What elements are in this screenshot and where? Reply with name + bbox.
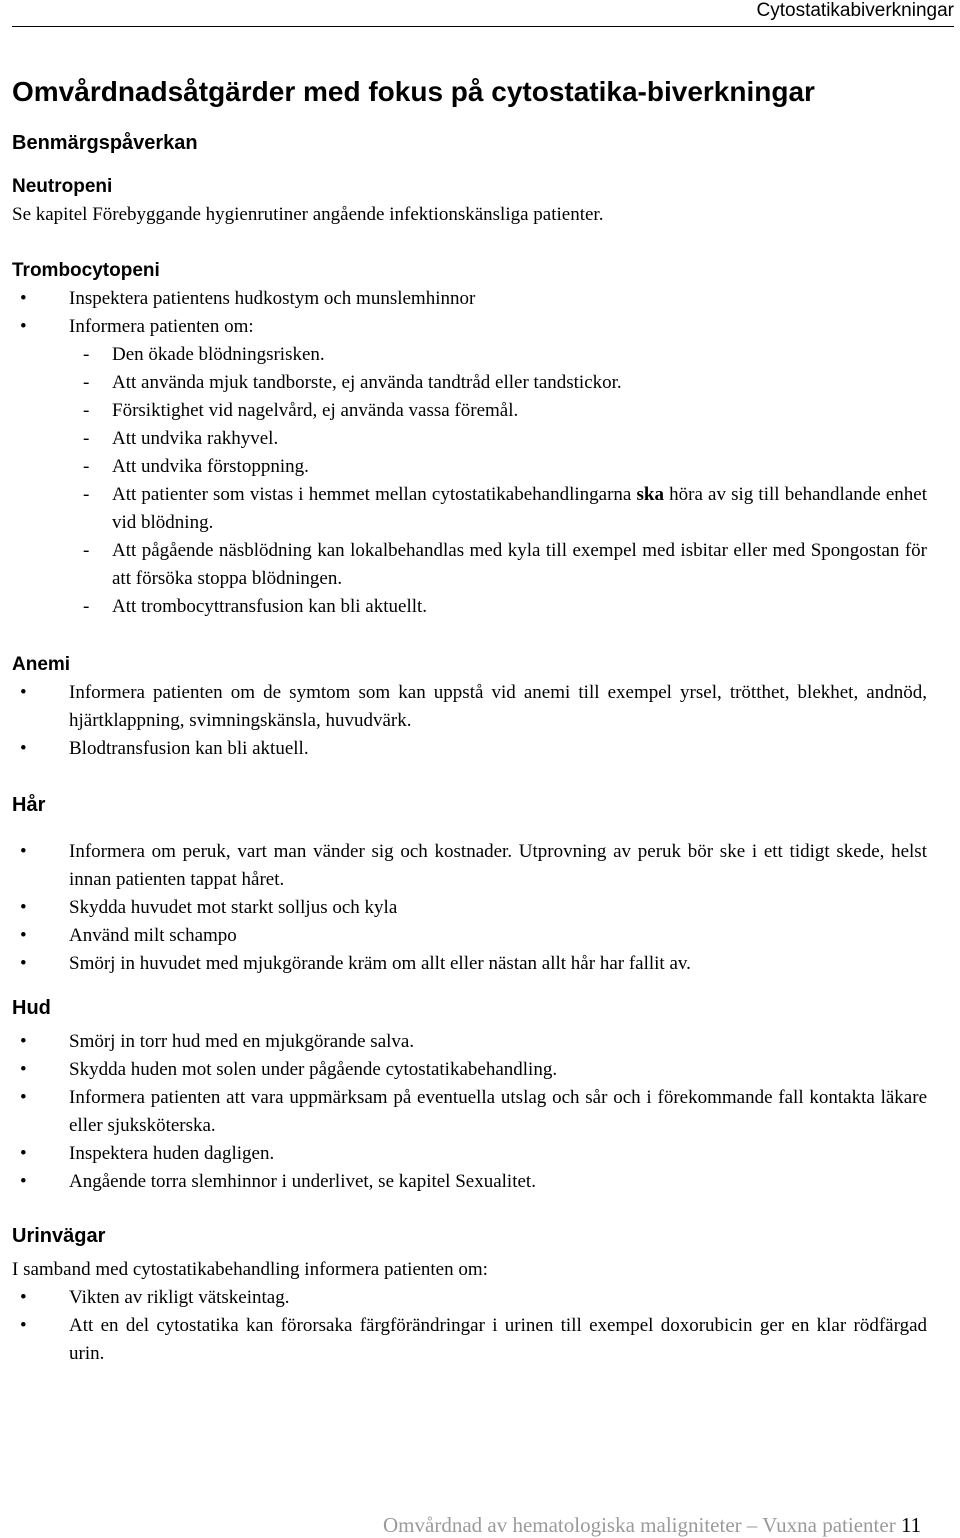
bullet-icon: • bbox=[20, 316, 27, 337]
heading-benmargspaverkan: Benmärgspåverkan bbox=[12, 132, 198, 154]
trombocytopeni-sublist bbox=[12, 341, 927, 621]
anemi-list bbox=[12, 679, 927, 763]
list-item-text: Att en del cytostatika kan förorsaka färgförändringar i urinen till exempel doxorubicin ger en klar rödfärgad urin. bbox=[69, 1315, 927, 1364]
list-item-text: Skydda huvudet mot starkt solljus och kyla bbox=[69, 897, 398, 918]
list-item-text: Använd milt schampo bbox=[69, 925, 237, 946]
dash-icon: - bbox=[83, 428, 90, 449]
header-rule bbox=[12, 26, 954, 27]
sub-list-item-text: Att undvika rakhyvel. bbox=[112, 428, 279, 449]
list-item bbox=[12, 950, 927, 978]
bullet-icon: • bbox=[20, 1031, 27, 1052]
bullet-icon: • bbox=[20, 897, 27, 918]
sub-list-item-text: Att använda mjuk tandborste, ej använda tandtråd eller tandstickor. bbox=[112, 372, 622, 393]
list-item-text: Informera patienten att vara uppmärksam på eventuella utslag och sår och i förekommande fall kontakta läkare eller sjuksköterska. bbox=[69, 1087, 927, 1136]
trombocytopeni-list bbox=[12, 285, 927, 341]
list-item-text: Vikten av rikligt vätskeintag. bbox=[69, 1287, 290, 1308]
list-item bbox=[12, 1028, 927, 1056]
list-item-text: Angående torra slemhinnor i underlivet, se kapitel Sexualitet. bbox=[69, 1171, 536, 1192]
heading-hud: Hud bbox=[12, 997, 51, 1019]
dash-icon: - bbox=[83, 540, 90, 561]
dash-icon: - bbox=[83, 372, 90, 393]
sub-list-item-text-b: höra av sig till behandlande enhet vid blödning. bbox=[112, 484, 927, 533]
sub-list-item bbox=[12, 397, 927, 425]
list-item-text: Informera patienten om: bbox=[69, 316, 254, 337]
list-item bbox=[12, 285, 927, 313]
list-item-text: Informera patienten om de symtom som kan uppstå vid anemi till exempel yrsel, trötthet, blekhet, andnöd, hjärtklappning, svimningskänsla, huvudvärk. bbox=[69, 682, 927, 731]
list-item bbox=[12, 1168, 927, 1196]
list-item bbox=[12, 1056, 927, 1084]
page-content bbox=[12, 70, 927, 1368]
sub-list-item bbox=[12, 369, 927, 397]
heading-neutropeni: Neutropeni bbox=[12, 176, 113, 197]
page-title: Omvårdnadsåtgärder med fokus på cytostatika-biverkningar bbox=[12, 76, 815, 107]
dash-icon: - bbox=[83, 484, 90, 505]
list-item bbox=[12, 1084, 927, 1140]
running-header: Cytostatikabiverkningar bbox=[756, 0, 954, 21]
heading-trombocytopeni: Trombocytopeni bbox=[12, 260, 160, 281]
sub-list-item-text: Den ökade blödningsrisken. bbox=[112, 344, 325, 365]
list-item-text: Inspektera patientens hudkostym och munslemhinnor bbox=[69, 288, 476, 309]
heading-anemi: Anemi bbox=[12, 654, 71, 675]
list-item-text: Blodtransfusion kan bli aktuell. bbox=[69, 738, 309, 759]
sub-list-item bbox=[12, 537, 927, 593]
bullet-icon: • bbox=[20, 1087, 27, 1108]
dash-icon: - bbox=[83, 456, 90, 477]
sub-list-item bbox=[12, 425, 927, 453]
sub-list-item-text: Att trombocyttransfusion kan bli aktuellt. bbox=[112, 596, 428, 617]
footer-section: Vuxna patienter bbox=[762, 1513, 896, 1537]
sub-list-item bbox=[12, 453, 927, 481]
list-item bbox=[12, 1140, 927, 1168]
bullet-icon: • bbox=[20, 1287, 27, 1308]
urinvagar-intro: I samband med cytostatikabehandling informera patienten om: bbox=[12, 1259, 488, 1280]
list-item bbox=[12, 922, 927, 950]
urinvagar-list bbox=[12, 1284, 927, 1368]
bullet-icon: • bbox=[20, 1171, 27, 1192]
sub-list-item-text: Att pågående näsblödning kan lokalbehandlas med kyla till exempel med isbitar eller med Spongostan för att försöka stoppa blödningen. bbox=[112, 540, 927, 589]
bullet-icon: • bbox=[20, 1315, 27, 1336]
list-item-text: Skydda huden mot solen under pågående cytostatikabehandling. bbox=[69, 1059, 558, 1080]
list-item-text: Inspektera huden dagligen. bbox=[69, 1143, 275, 1164]
sub-list-item-text: Försiktighet vid nagelvård, ej använda vassa föremål. bbox=[112, 400, 519, 421]
list-item bbox=[12, 838, 927, 894]
heading-urinvagar: Urinvägar bbox=[12, 1225, 106, 1247]
bullet-icon: • bbox=[20, 1143, 27, 1164]
bullet-icon: • bbox=[20, 953, 27, 974]
list-item bbox=[12, 1284, 927, 1312]
sub-list-item bbox=[12, 593, 927, 621]
sub-list-item-text-a: Att patienter som vistas i hemmet mellan cytostatikabehandlingarna bbox=[112, 484, 637, 505]
footer-book-title: Omvårdnad av hematologiska maligniteter bbox=[383, 1513, 742, 1537]
list-item-text: Smörj in torr hud med en mjukgörande salva. bbox=[69, 1031, 415, 1052]
bullet-icon: • bbox=[20, 738, 27, 759]
bullet-icon: • bbox=[20, 1059, 27, 1080]
sub-list-item bbox=[12, 481, 927, 537]
har-list bbox=[12, 838, 927, 978]
bullet-icon: • bbox=[20, 841, 27, 862]
footer-separator: – bbox=[746, 1513, 758, 1537]
sub-list-item bbox=[12, 341, 927, 369]
bullet-icon: • bbox=[20, 682, 27, 703]
bullet-icon: • bbox=[20, 925, 27, 946]
emphasis-ska: ska bbox=[636, 484, 664, 505]
list-item bbox=[12, 735, 927, 763]
list-item bbox=[12, 679, 927, 735]
list-item-text: Smörj in huvudet med mjukgörande kräm om allt eller nästan allt hår har fallit av. bbox=[69, 953, 691, 974]
dash-icon: - bbox=[83, 596, 90, 617]
page-number: 11 bbox=[900, 1513, 922, 1537]
sub-list-item-text: Att undvika förstoppning. bbox=[112, 456, 309, 477]
list-item bbox=[12, 1312, 927, 1368]
list-item-text: Informera om peruk, vart man vänder sig och kostnader. Utprovning av peruk bör ske i ett tidigt skede, helst innan patienten tappat håret. bbox=[69, 841, 927, 890]
list-item bbox=[12, 894, 927, 922]
heading-har: Hår bbox=[12, 794, 46, 816]
neutropeni-text: Se kapitel Förebyggande hygienrutiner angående infektionskänsliga patienter. bbox=[12, 204, 604, 225]
page-footer bbox=[383, 1512, 921, 1538]
hud-list bbox=[12, 1028, 927, 1196]
dash-icon: - bbox=[83, 400, 90, 421]
bullet-icon: • bbox=[20, 288, 27, 309]
dash-icon: - bbox=[83, 344, 90, 365]
list-item bbox=[12, 313, 927, 341]
